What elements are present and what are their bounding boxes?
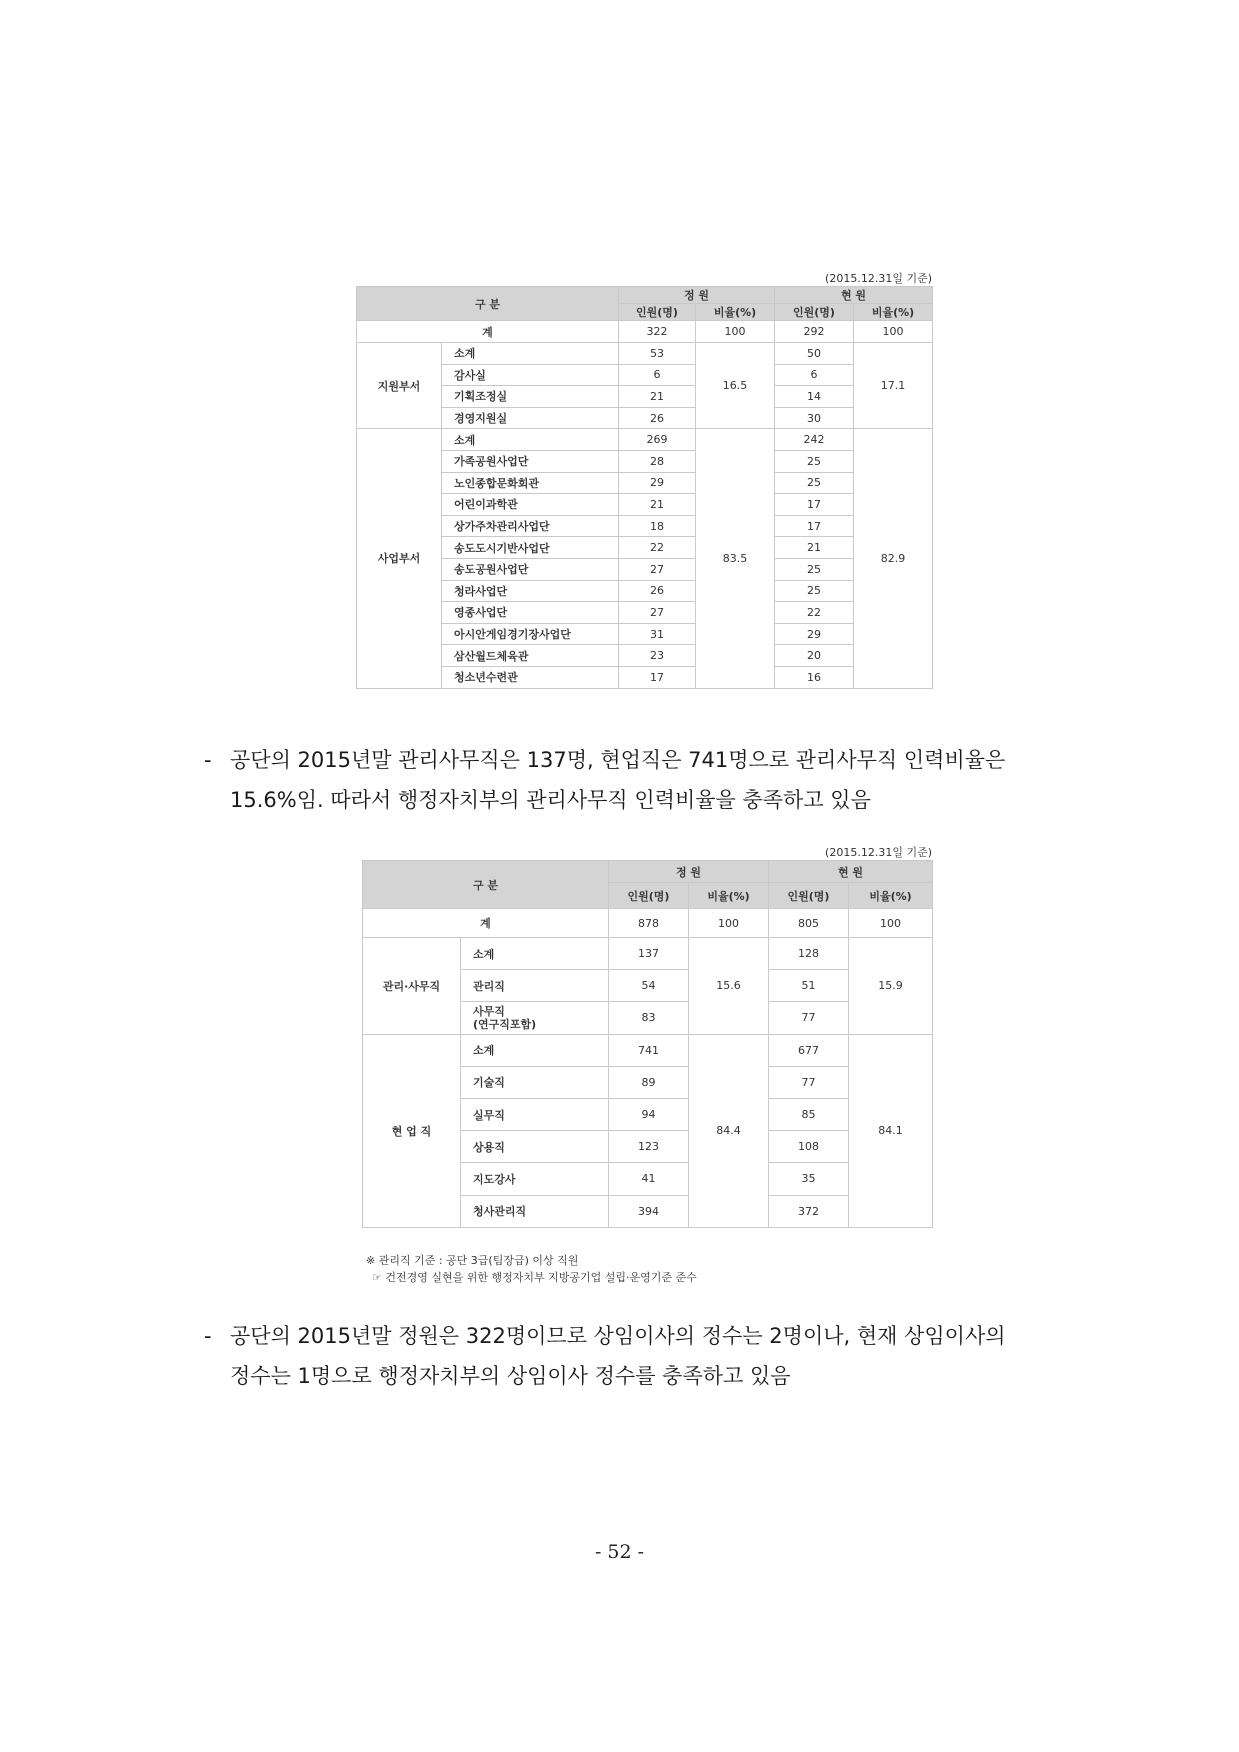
row-current-count: 16 (775, 666, 854, 688)
paragraph-1-dash: - (204, 748, 212, 772)
table-row (357, 364, 933, 386)
row-label-sub: (연구직포함) (473, 1017, 537, 1031)
row-quota-count: 6 (619, 364, 696, 386)
table-row (357, 602, 933, 624)
header-quota-group: 정 원 (609, 861, 769, 883)
row-label: 소계 (442, 343, 619, 365)
row-current-count: 25 (775, 450, 854, 472)
paragraph-1 (204, 740, 1090, 820)
header-quota-ratio: 비율(%) (696, 304, 775, 321)
total-current-count: 292 (775, 321, 854, 343)
paragraph-1-line-2: 15.6%임. 따라서 행정자치부의 관리사무직 인력비율을 충족하고 있음 (230, 788, 871, 812)
row-label: 가족공원사업단 (442, 450, 619, 472)
row-current-count: 77 (769, 1002, 849, 1034)
row-label: 노인종합문화회관 (442, 472, 619, 494)
row-current-count: 30 (775, 407, 854, 429)
table-row (357, 494, 933, 516)
row-quota-count: 94 (609, 1098, 689, 1130)
row-quota-count: 83 (609, 1002, 689, 1034)
row-label: 감사실 (442, 364, 619, 386)
table-row (357, 343, 933, 365)
row-current-count: 6 (775, 364, 854, 386)
table-row (357, 450, 933, 472)
row-quota-count: 89 (609, 1066, 689, 1098)
row-quota-count: 741 (609, 1034, 689, 1066)
group-name: 사업부서 (357, 429, 442, 688)
table2-date-note: (2015.12.31일 기준) (825, 846, 932, 859)
row-current-count: 108 (769, 1131, 849, 1163)
row-label: 실무직 (461, 1098, 609, 1130)
row-label: 경영지원실 (442, 407, 619, 429)
row-current-count: 50 (775, 343, 854, 365)
group-name: 지원부서 (357, 343, 442, 429)
total-current-ratio: 100 (854, 321, 933, 343)
group-current-ratio: 17.1 (854, 343, 933, 429)
table-row (357, 666, 933, 688)
row-label: 상가주차관리사업단 (442, 515, 619, 537)
total-label: 계 (357, 321, 619, 343)
row-quota-count: 31 (619, 623, 696, 645)
table-row (357, 537, 933, 559)
row-current-count: 677 (769, 1034, 849, 1066)
row-label: 소계 (461, 1034, 609, 1066)
row-quota-count: 27 (619, 558, 696, 580)
group-name: 관리·사무직 (363, 938, 461, 1035)
row-label: 기술직 (461, 1066, 609, 1098)
paragraph-2-dash: - (204, 1324, 212, 1348)
row-current-count: 77 (769, 1066, 849, 1098)
row-quota-count: 22 (619, 537, 696, 559)
row-quota-count: 26 (619, 407, 696, 429)
table-row (357, 472, 933, 494)
header-quota-ratio: 비율(%) (689, 883, 769, 909)
header-current-ratio: 비율(%) (849, 883, 933, 909)
row-quota-count: 26 (619, 580, 696, 602)
group-quota-ratio: 15.6 (689, 938, 769, 1035)
row-quota-count: 41 (609, 1163, 689, 1195)
table-row (363, 938, 933, 970)
header-row-1 (363, 861, 933, 883)
row-quota-count: 269 (619, 429, 696, 451)
group-quota-ratio: 84.4 (689, 1034, 769, 1227)
row-current-count: 35 (769, 1163, 849, 1195)
note-management-criteria: ※ 관리직 기준 : 공단 3급(팀장급) 이상 직원 (366, 1254, 579, 1267)
total-current-ratio: 100 (849, 909, 933, 938)
row-quota-count: 394 (609, 1195, 689, 1227)
table-row (357, 558, 933, 580)
row-label: 아시안게임경기장사업단 (442, 623, 619, 645)
row-label: 지도강사 (461, 1163, 609, 1195)
group-name: 현 업 직 (363, 1034, 461, 1227)
paragraph-2-line-1: 공단의 2015년말 정원은 322명이므로 상임이사의 정수는 2명이나, 현재 상임이사의 (230, 1324, 1006, 1348)
row-label: 기획조정실 (442, 386, 619, 408)
row-current-count: 25 (775, 558, 854, 580)
table-row (357, 429, 933, 451)
row-label: 소계 (442, 429, 619, 451)
row-quota-count: 28 (619, 450, 696, 472)
row-label: 소계 (461, 938, 609, 970)
table-row (357, 623, 933, 645)
row-current-count: 17 (775, 494, 854, 516)
row-current-count: 372 (769, 1195, 849, 1227)
row-quota-count: 21 (619, 386, 696, 408)
table-row (357, 407, 933, 429)
row-current-count: 25 (775, 580, 854, 602)
row-label: 청소년수련관 (442, 666, 619, 688)
row-quota-count: 137 (609, 938, 689, 970)
table2-notes (366, 1252, 697, 1286)
row-label: 영종사업단 (442, 602, 619, 624)
table1-date-note: (2015.12.31일 기준) (825, 272, 932, 285)
header-current-group: 현 원 (775, 287, 933, 304)
total-quota-count: 322 (619, 321, 696, 343)
header-current-group: 현 원 (769, 861, 933, 883)
page-number: - 52 - (594, 1541, 645, 1563)
header-row-1 (357, 287, 933, 304)
table-row (357, 645, 933, 667)
row-label-main: 사무직 (473, 1004, 505, 1018)
row-current-count: 51 (769, 970, 849, 1002)
total-quota-count: 878 (609, 909, 689, 938)
row-quota-count: 18 (619, 515, 696, 537)
row-quota-count: 123 (609, 1131, 689, 1163)
row-quota-count: 29 (619, 472, 696, 494)
row-current-count: 25 (775, 472, 854, 494)
table-row (357, 580, 933, 602)
paragraph-2-line-2: 정수는 1명으로 행정자치부의 상임이사 정수를 충족하고 있음 (230, 1364, 791, 1388)
row-quota-count: 53 (619, 343, 696, 365)
total-row (357, 321, 933, 343)
row-current-count: 128 (769, 938, 849, 970)
group-current-ratio: 82.9 (854, 429, 933, 688)
header-quota-group: 정 원 (619, 287, 775, 304)
group-quota-ratio: 83.5 (696, 429, 775, 688)
row-label (461, 1002, 609, 1034)
row-label: 송도도시기반사업단 (442, 537, 619, 559)
row-label: 청라사업단 (442, 580, 619, 602)
header-category: 구 분 (357, 287, 619, 321)
row-quota-count: 23 (619, 645, 696, 667)
header-current-count: 인원(명) (769, 883, 849, 909)
row-quota-count: 54 (609, 970, 689, 1002)
group-quota-ratio: 16.5 (696, 343, 775, 429)
row-current-count: 22 (775, 602, 854, 624)
table-row (357, 515, 933, 537)
row-label: 관리직 (461, 970, 609, 1002)
row-current-count: 17 (775, 515, 854, 537)
table1 (356, 286, 933, 689)
row-label: 상용직 (461, 1131, 609, 1163)
row-label: 청사관리직 (461, 1195, 609, 1227)
table-row (363, 1034, 933, 1066)
row-current-count: 20 (775, 645, 854, 667)
header-quota-count: 인원(명) (609, 883, 689, 909)
table-row (357, 386, 933, 408)
group-current-ratio: 84.1 (849, 1034, 933, 1227)
total-current-count: 805 (769, 909, 849, 938)
row-label: 삼산월드체육관 (442, 645, 619, 667)
row-label: 어린이과학관 (442, 494, 619, 516)
row-current-count: 242 (775, 429, 854, 451)
row-current-count: 21 (775, 537, 854, 559)
row-quota-count: 21 (619, 494, 696, 516)
staff-table-by-department (356, 271, 932, 689)
row-current-count: 14 (775, 386, 854, 408)
header-current-count: 인원(명) (775, 304, 854, 321)
row-current-count: 29 (775, 623, 854, 645)
row-quota-count: 17 (619, 666, 696, 688)
total-quota-ratio: 100 (696, 321, 775, 343)
row-quota-count: 27 (619, 602, 696, 624)
header-category: 구 분 (363, 861, 609, 909)
total-quota-ratio: 100 (689, 909, 769, 938)
table2 (362, 860, 933, 1228)
paragraph-1-line-1: 공단의 2015년말 관리사무직은 137명, 현업직은 741명으로 관리사무직 인력비율은 (230, 748, 1006, 772)
header-current-ratio: 비율(%) (854, 304, 933, 321)
total-label: 계 (363, 909, 609, 938)
header-quota-count: 인원(명) (619, 304, 696, 321)
staff-table-by-job-type (362, 845, 932, 1228)
paragraph-2 (204, 1316, 1090, 1396)
total-row (363, 909, 933, 938)
group-current-ratio: 15.9 (849, 938, 933, 1035)
row-label: 송도공원사업단 (442, 558, 619, 580)
note-regulation-reference: ☞ 건전경영 실현을 위한 행정자치부 지방공기업 설립·운영기준 준수 (372, 1271, 697, 1284)
row-current-count: 85 (769, 1098, 849, 1130)
